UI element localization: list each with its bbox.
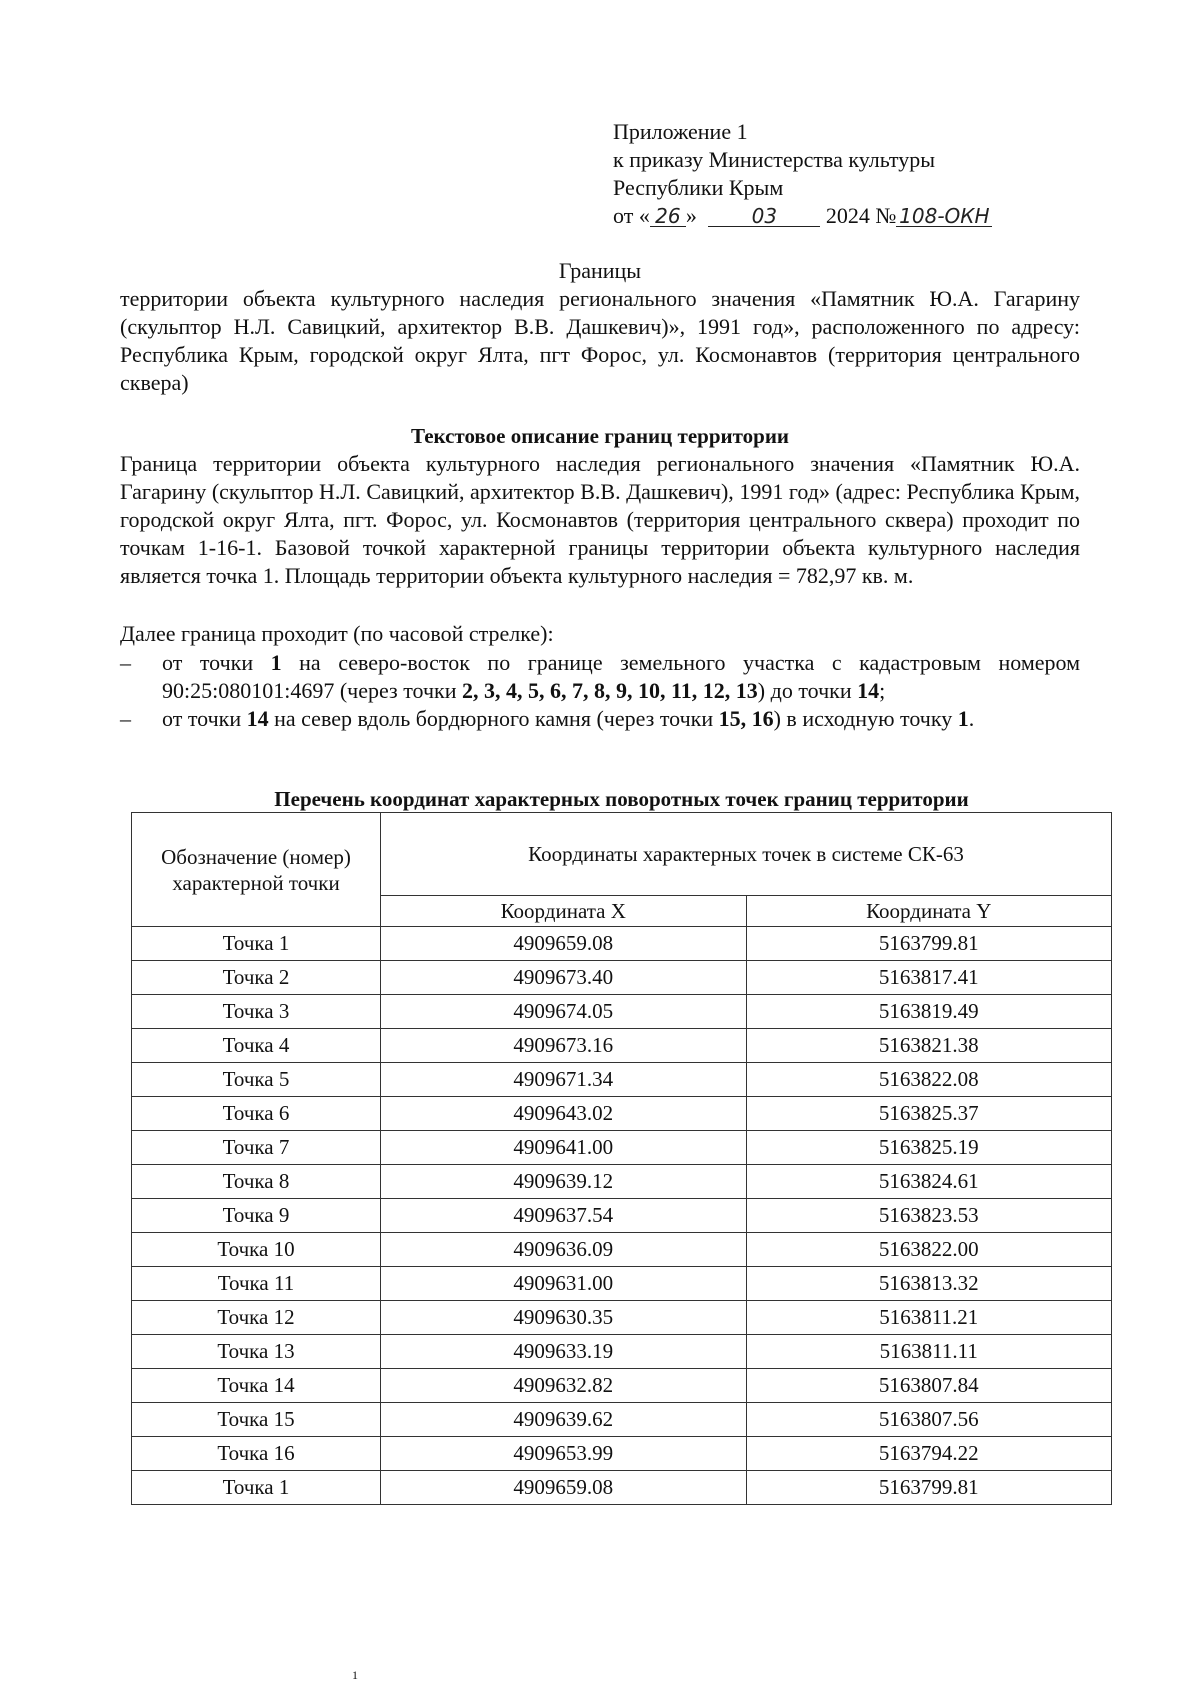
order-number: 108-ОКН [896, 206, 992, 227]
route-item-bold: 1 [957, 706, 969, 731]
table-row [132, 1267, 1112, 1301]
document-subtitle: территории объекта культурного наследия регионального значения «Памятник Ю.А. Гагарину (скульптор Н.Л. Савицкий, архитектор В.В. Дашкевич)», 1991 год», расположенного по адресу: Республика Крым, городской округ Ялта, пгт Форос, ул. Космонавтов (территория центрального сквера) [120, 286, 1080, 395]
coordinate-x-cell: 4909636.09 [381, 1233, 747, 1267]
point-name-cell: Точка 12 [132, 1301, 381, 1335]
coordinate-x-cell: 4909653.99 [381, 1437, 747, 1471]
bullet-dash: – [120, 650, 131, 675]
point-name-cell: Точка 8 [132, 1165, 381, 1199]
table-heading: Перечень координат характерных поворотных точек границ территории [274, 787, 969, 811]
date-month: 03 [708, 206, 820, 227]
date-mid: » [685, 203, 697, 228]
route-item-text: ) в исходную точку [773, 706, 958, 731]
table-row [132, 1335, 1112, 1369]
point-name-cell: Точка 7 [132, 1131, 381, 1165]
coordinate-x-cell: 4909674.05 [381, 995, 747, 1029]
text-description-heading: Текстовое описание границ территории [410, 424, 790, 448]
coordinate-y-cell: 5163821.38 [746, 1029, 1112, 1063]
date-day: 26 [650, 206, 686, 227]
coordinate-x-cell: 4909630.35 [381, 1301, 747, 1335]
route-item-text: на север вдоль бордюрного камня (через точки [268, 706, 719, 731]
appendix-line-2: к приказу Министерства культуры [613, 147, 936, 172]
date-year: 2024 № [825, 203, 897, 228]
table-row [132, 1233, 1112, 1267]
appendix-header [613, 118, 992, 230]
table-row [132, 1369, 1112, 1403]
route-item-1 [120, 649, 1080, 705]
coordinate-x-cell: 4909673.16 [381, 1029, 747, 1063]
point-name-cell: Точка 14 [132, 1369, 381, 1403]
coordinate-x-cell: 4909633.19 [381, 1335, 747, 1369]
coordinate-y-cell: 5163825.37 [746, 1097, 1112, 1131]
coordinate-y-cell: 5163807.84 [746, 1369, 1112, 1403]
coordinate-y-cell: 5163822.00 [746, 1233, 1112, 1267]
coordinate-x-cell: 4909659.08 [381, 927, 747, 961]
route-item-text: на северо-восток по границе земельного участка с кадастровым номером 90:25:080101:4697 (через точки [162, 650, 1081, 703]
route-item-text: от точки [162, 650, 271, 675]
coordinate-x-cell: 4909671.34 [381, 1063, 747, 1097]
route-item-bold: 14 [857, 678, 880, 703]
route-item-2 [120, 705, 1080, 733]
table-row [132, 1131, 1112, 1165]
date-prefix: от « [613, 203, 650, 228]
point-name-cell: Точка 5 [132, 1063, 381, 1097]
route-intro: Далее граница проходит (по часовой стрелке): [120, 621, 554, 646]
document-title: Границы [558, 258, 642, 283]
coordinate-x-cell: 4909673.40 [381, 961, 747, 995]
route-item-bold: 15, 16 [718, 706, 774, 731]
bullet-dash: – [120, 706, 131, 731]
point-name-cell: Точка 2 [132, 961, 381, 995]
coordinate-y-cell: 5163825.19 [746, 1131, 1112, 1165]
table-row [132, 1165, 1112, 1199]
point-name-cell: Точка 11 [132, 1267, 381, 1301]
page-mark: 1 [352, 1668, 358, 1682]
point-name-cell: Точка 15 [132, 1403, 381, 1437]
header-y: Координата Y [746, 896, 1112, 927]
coordinate-y-cell: 5163817.41 [746, 961, 1112, 995]
coordinate-y-cell: 5163807.56 [746, 1403, 1112, 1437]
table-row [132, 1437, 1112, 1471]
table-body [132, 927, 1112, 1505]
coordinate-y-cell: 5163813.32 [746, 1267, 1112, 1301]
coordinate-y-cell: 5163819.49 [746, 995, 1112, 1029]
point-name-cell: Точка 16 [132, 1437, 381, 1471]
coordinate-x-cell: 4909659.08 [381, 1471, 747, 1505]
appendix-date-line [613, 202, 992, 230]
header-designation: Обозначение (номер) характерной точки [132, 813, 381, 927]
coordinate-y-cell: 5163799.81 [746, 1471, 1112, 1505]
coordinate-y-cell: 5163811.21 [746, 1301, 1112, 1335]
coordinate-y-cell: 5163799.81 [746, 927, 1112, 961]
coordinates-table [131, 812, 1112, 1505]
coordinate-x-cell: 4909641.00 [381, 1131, 747, 1165]
table-row [132, 995, 1112, 1029]
coordinate-y-cell: 5163823.53 [746, 1199, 1112, 1233]
table-row [132, 1063, 1112, 1097]
point-name-cell: Точка 6 [132, 1097, 381, 1131]
route-item-text: ) до точки [757, 678, 858, 703]
route-list [120, 649, 1080, 733]
coordinate-x-cell: 4909643.02 [381, 1097, 747, 1131]
appendix-line-3: Республики Крым [613, 175, 784, 200]
appendix-line-1: Приложение 1 [613, 119, 748, 144]
coordinate-y-cell: 5163824.61 [746, 1165, 1112, 1199]
route-item-bold: 2, 3, 4, 5, 6, 7, 8, 9, 10, 11, 12, 13 [462, 678, 758, 703]
coordinate-y-cell: 5163794.22 [746, 1437, 1112, 1471]
coordinate-x-cell: 4909632.82 [381, 1369, 747, 1403]
table-row [132, 961, 1112, 995]
table-row [132, 1029, 1112, 1063]
point-name-cell: Точка 1 [132, 1471, 381, 1505]
table-row [132, 1471, 1112, 1505]
point-name-cell: Точка 4 [132, 1029, 381, 1063]
coordinate-x-cell: 4909639.62 [381, 1403, 747, 1437]
route-item-bold: 1 [270, 650, 282, 675]
header-system: Координаты характерных точек в системе СК-63 [381, 813, 1112, 896]
coordinate-x-cell: 4909639.12 [381, 1165, 747, 1199]
point-name-cell: Точка 9 [132, 1199, 381, 1233]
table-row [132, 927, 1112, 961]
point-name-cell: Точка 1 [132, 927, 381, 961]
table-row [132, 1097, 1112, 1131]
table-row [132, 1301, 1112, 1335]
coordinate-x-cell: 4909631.00 [381, 1267, 747, 1301]
route-item-bold: 14 [246, 706, 269, 731]
route-item-text: . [968, 706, 975, 731]
route-item-text: ; [879, 678, 886, 703]
table-row [132, 1403, 1112, 1437]
coordinate-x-cell: 4909637.54 [381, 1199, 747, 1233]
header-x: Координата X [381, 896, 747, 927]
text-description-body: Граница территории объекта культурного наследия регионального значения «Памятник Ю.А. Гагарину (скульптор Н.Л. Савицкий, архитектор В.В. Дашкевич), 1991 год» (адрес: Республика Крым, городской округ Ялта, пгт. Форос, ул. Космонавтов (территория центрального сквера) проходит по точкам 1-16-1. Базовой точкой характерной границы территории объекта культурного наследия является точка 1. Площадь территории объекта культурного наследия = 782,97 кв. м. [120, 451, 1080, 588]
point-name-cell: Точка 13 [132, 1335, 381, 1369]
coordinate-y-cell: 5163822.08 [746, 1063, 1112, 1097]
coordinate-y-cell: 5163811.11 [746, 1335, 1112, 1369]
point-name-cell: Точка 10 [132, 1233, 381, 1267]
route-item-text: от точки [162, 706, 247, 731]
point-name-cell: Точка 3 [132, 995, 381, 1029]
table-row [132, 1199, 1112, 1233]
